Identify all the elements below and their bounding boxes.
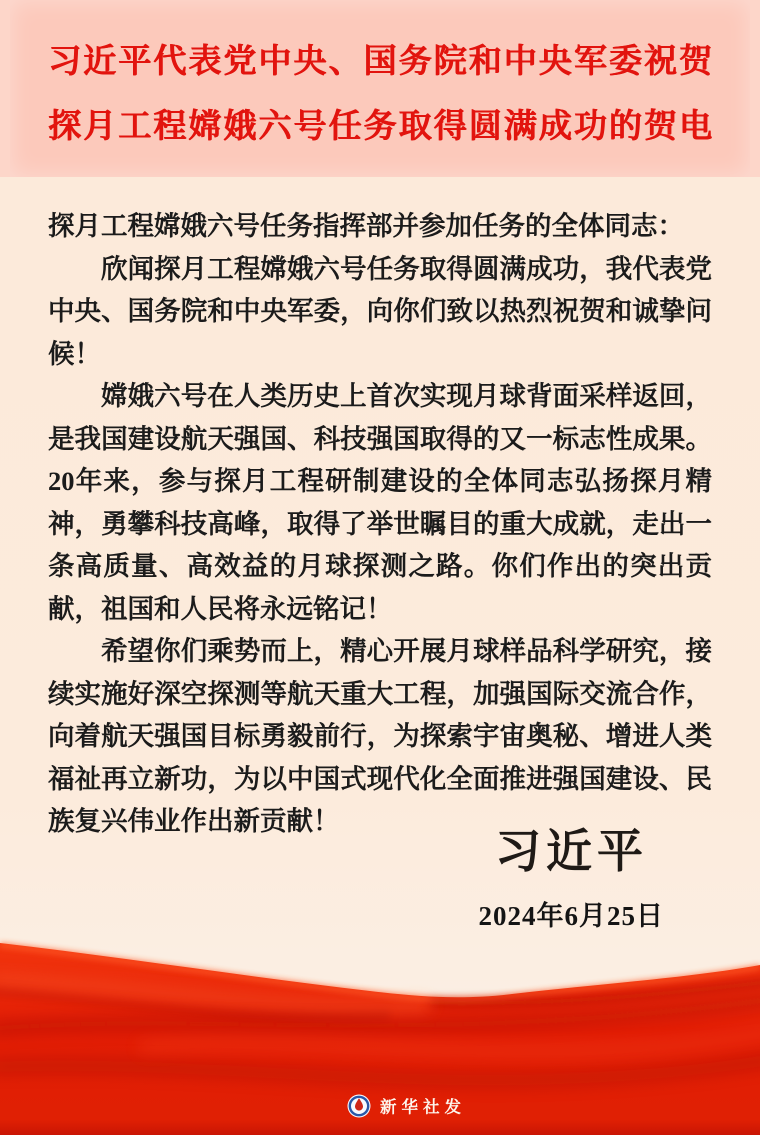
title-char: 功	[573, 109, 607, 145]
telegram-title-line2	[48, 91, 712, 156]
title-char: 任	[328, 109, 362, 145]
telegram-title-line1	[48, 26, 712, 91]
title-char: 取	[398, 109, 432, 145]
title-char: 电	[678, 109, 712, 145]
title-char: 中	[503, 44, 537, 80]
title-char: 平	[118, 44, 152, 80]
red-silk-ribbon	[0, 935, 760, 1135]
title-char: 国	[363, 44, 397, 80]
title-char: 程	[153, 109, 187, 145]
title-char: 党	[223, 44, 257, 80]
title-char: 祝	[643, 44, 677, 80]
title-char: 六	[258, 109, 292, 145]
title-char: 务	[398, 44, 432, 80]
title-char: 代	[153, 44, 187, 80]
title-char: 贺	[643, 109, 677, 145]
title-char: 习	[48, 44, 81, 80]
title-char: 月	[83, 109, 117, 145]
title-char: 和	[468, 44, 502, 80]
paragraph-3: 希望你们乘势而上，精心开展月球样品科学研究，接续实施好深空探测等航天重大工程，加强国际交流合作，向着航天强国目标勇毅前行，为探索宇宙奥秘、增进人类福祉再立新功，为以中国式现代化全面推进强国建设、民族复兴伟业作出新贡献！	[48, 636, 712, 836]
xinhua-emblem-icon	[348, 1095, 371, 1118]
title-char: 中	[258, 44, 292, 80]
date: 2024年6月25日	[478, 901, 664, 931]
title-char: 娥	[223, 109, 257, 145]
title-char: 军	[573, 44, 607, 80]
telegram-title-banner	[0, 0, 760, 177]
paragraph-1: 欣闻探月工程嫦娥六号任务取得圆满成功，我代表党中央、国务院和中央军委，向你们致以热烈祝贺和诚挚问候！	[48, 253, 712, 369]
title-char: 贺	[678, 44, 712, 80]
credit-text: 新华社发	[380, 1097, 466, 1117]
title-char: 圆	[468, 109, 502, 145]
title-char: 、	[328, 44, 362, 80]
title-char: 成	[538, 109, 572, 145]
title-char: 表	[188, 44, 222, 80]
title-char: 工	[118, 109, 152, 145]
title-char: 满	[503, 109, 537, 145]
title-char: 央	[538, 44, 572, 80]
title-char: 院	[433, 44, 467, 80]
salutation: 探月工程嫦娥六号任务指挥部并参加任务的全体同志：	[48, 211, 684, 241]
title-char: 号	[293, 109, 327, 145]
title-char: 探	[48, 109, 81, 145]
telegram-body	[48, 177, 712, 843]
title-char: 近	[83, 44, 117, 80]
signature: 习近平	[495, 826, 648, 877]
title-char: 的	[608, 109, 642, 145]
paragraph-2: 嫦娥六号在人类历史上首次实现月球背面采样返回，是我国建设航天强国、科技强国取得的又一标志性成果。20年来，参与探月工程研制建设的全体同志弘扬探月精神，勇攀科技高峰，取得了举世瞩目的重大成就，走出一条高质量、高效益的月球探测之路。你们作出的突出贡献，祖国和人民将永远铭记！	[48, 381, 712, 624]
title-char: 务	[363, 109, 397, 145]
title-char: 央	[293, 44, 327, 80]
title-char: 嫦	[188, 109, 222, 145]
title-char: 得	[433, 109, 467, 145]
title-banner-panel	[10, 0, 750, 177]
title-char: 委	[608, 44, 642, 80]
